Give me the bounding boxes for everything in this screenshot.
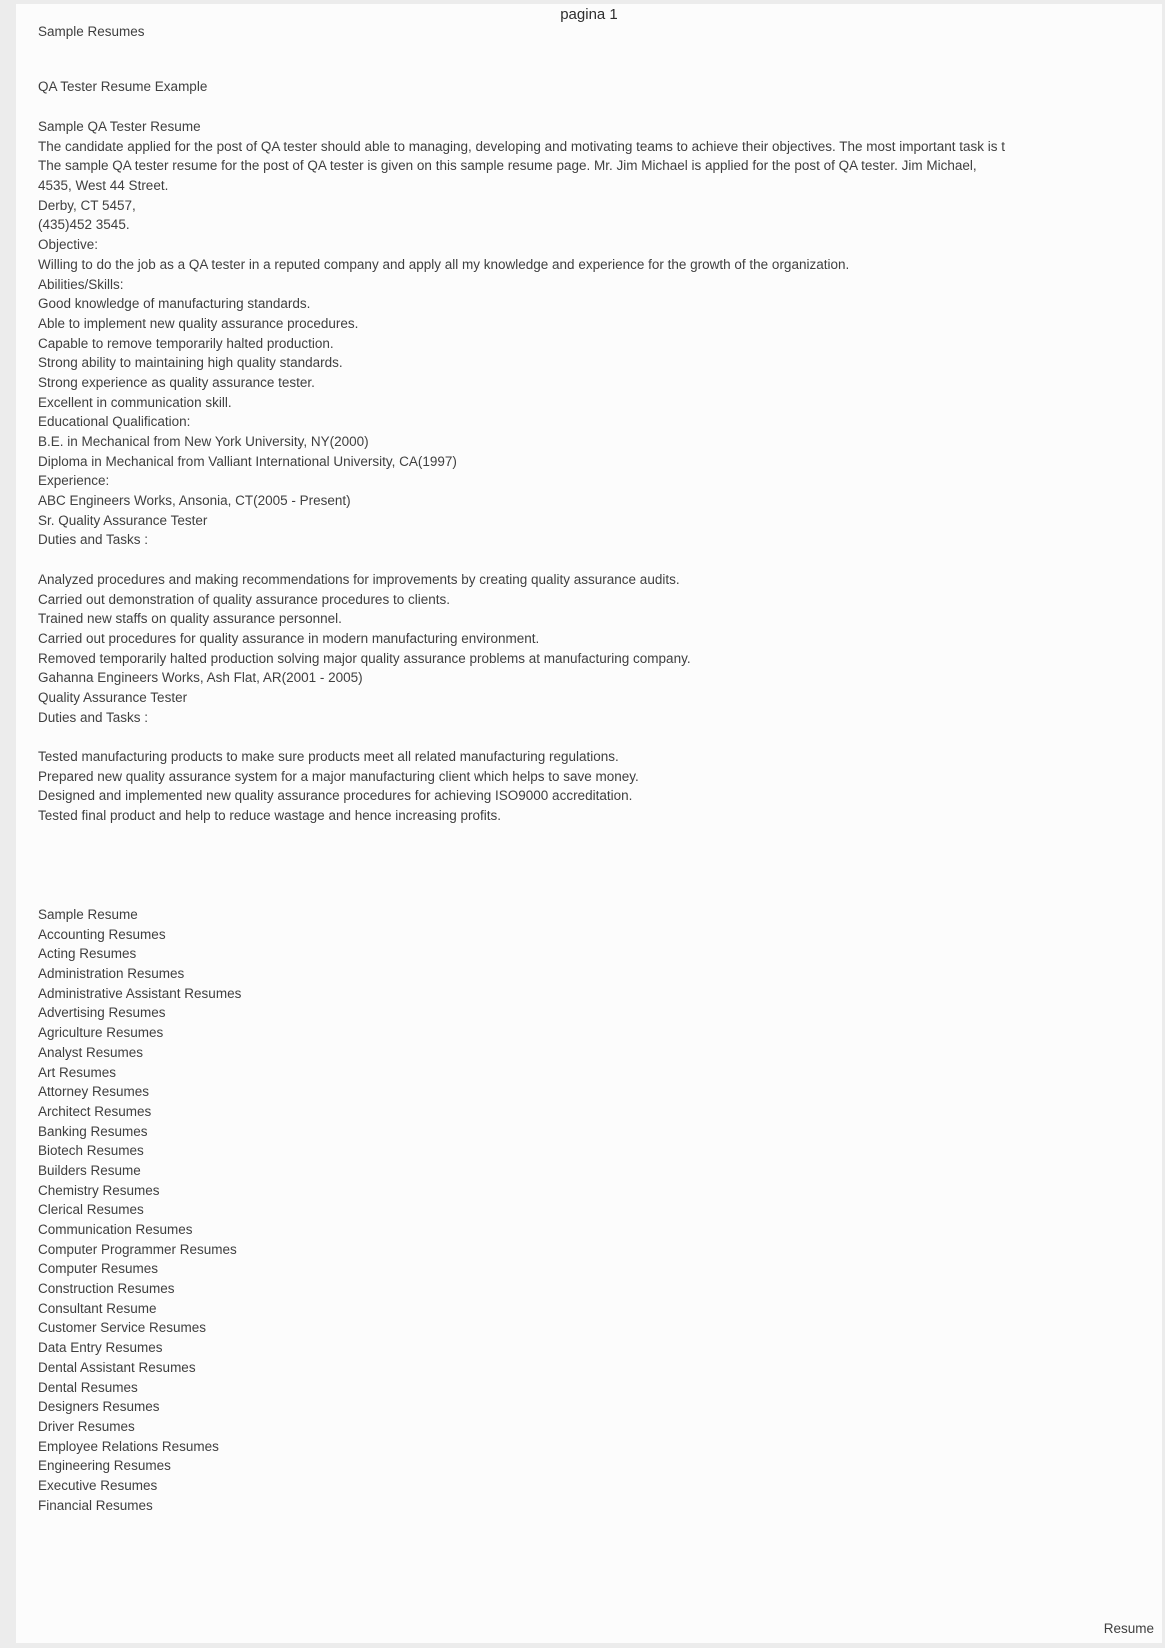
resume-line: Designed and implemented new quality assurance procedures for achieving ISO9000 accreditation. bbox=[38, 788, 633, 804]
resume-line: Derby, CT 5457, bbox=[38, 197, 136, 213]
resume-line: Experience: bbox=[38, 473, 110, 489]
category-item: Art Resumes bbox=[38, 1064, 117, 1080]
resume-line: Diploma in Mechanical from Valliant International University, CA(1997) bbox=[38, 453, 457, 469]
category-item: Dental Assistant Resumes bbox=[38, 1359, 196, 1375]
page-number-label: pagina 1 bbox=[560, 6, 618, 23]
resume-line: Strong experience as quality assurance tester. bbox=[38, 374, 315, 390]
resume-line: Analyzed procedures and making recommendations for improvements by creating quality assurance audits. bbox=[38, 571, 680, 587]
category-item: Biotech Resumes bbox=[38, 1143, 144, 1159]
resume-line: B.E. in Mechanical from New York University, NY(2000) bbox=[38, 434, 369, 449]
resume-line: Gahanna Engineers Works, Ash Flat, AR(2001 - 2005) bbox=[38, 670, 363, 686]
document-page bbox=[16, 4, 1162, 1643]
category-item: Advertising Resumes bbox=[38, 1005, 166, 1021]
resume-line: Trained new staffs on quality assurance personnel. bbox=[38, 611, 342, 627]
page-title: QA Tester Resume Example bbox=[38, 79, 208, 94]
resume-line: Capable to remove temporarily halted production. bbox=[38, 335, 334, 351]
resume-line: Educational Qualification: bbox=[38, 414, 191, 430]
category-item: Sample Resume bbox=[38, 907, 138, 922]
category-item: Customer Service Resumes bbox=[38, 1320, 207, 1336]
category-item: Consultant Resume bbox=[38, 1300, 157, 1316]
category-item: Administrative Assistant Resumes bbox=[38, 985, 242, 1001]
resume-line: Objective: bbox=[38, 237, 99, 253]
category-item: Administration Resumes bbox=[38, 966, 185, 982]
resume-line: Prepared new quality assurance system for a major manufacturing client which helps to save money. bbox=[38, 768, 639, 784]
resume-line: Quality Assurance Tester bbox=[38, 689, 188, 705]
resume-line: Duties and Tasks : bbox=[38, 532, 149, 548]
resume-line: Excellent in communication skill. bbox=[38, 394, 232, 410]
category-item: Employee Relations Resumes bbox=[38, 1438, 219, 1454]
footer-label: Resume bbox=[1103, 1621, 1154, 1636]
category-item: Acting Resumes bbox=[38, 946, 137, 962]
category-item: Accounting Resumes bbox=[38, 926, 166, 942]
category-item: Designers Resumes bbox=[38, 1399, 160, 1415]
category-item: Financial Resumes bbox=[38, 1497, 153, 1513]
resume-line: 4535, West 44 Street. bbox=[38, 178, 169, 194]
resume-line: The sample QA tester resume for the post of QA tester is given on this sample resume page. Mr. Jim Michael is applied for the post of QA tester. Jim Michael, bbox=[38, 158, 977, 174]
category-item: Banking Resumes bbox=[38, 1123, 148, 1139]
resume-line bbox=[38, 550, 1162, 570]
category-item: Builders Resume bbox=[38, 1162, 141, 1178]
category-item: Architect Resumes bbox=[38, 1103, 152, 1119]
resume-line: Abilities/Skills: bbox=[38, 276, 124, 292]
category-item: Computer Programmer Resumes bbox=[38, 1241, 237, 1257]
category-item: Driver Resumes bbox=[38, 1418, 135, 1434]
resume-line: Removed temporarily halted production solving major quality assurance problems at manufacturing company. bbox=[38, 650, 691, 666]
category-item: Computer Resumes bbox=[38, 1261, 159, 1277]
resume-line: Carried out procedures for quality assurance in modern manufacturing environment. bbox=[38, 630, 540, 646]
category-item: Dental Resumes bbox=[38, 1379, 138, 1395]
category-item: Chemistry Resumes bbox=[38, 1182, 160, 1198]
category-item: Construction Resumes bbox=[38, 1281, 175, 1297]
category-item: Clerical Resumes bbox=[38, 1202, 144, 1218]
category-item: Engineering Resumes bbox=[38, 1458, 171, 1474]
site-name: Sample Resumes bbox=[38, 24, 145, 39]
resume-line: Willing to do the job as a QA tester in a reputed company and apply all my knowledge and experience for the growth of the organization. bbox=[38, 256, 850, 272]
resume-line: Sr. Quality Assurance Tester bbox=[38, 512, 208, 528]
resume-line: Tested final product and help to reduce wastage and hence increasing profits. bbox=[38, 808, 502, 824]
resume-line: Good knowledge of manufacturing standards. bbox=[38, 296, 311, 312]
category-item: Communication Resumes bbox=[38, 1222, 193, 1237]
category-item: Agriculture Resumes bbox=[38, 1025, 164, 1041]
category-item: Data Entry Resumes bbox=[38, 1340, 163, 1356]
resume-line: ABC Engineers Works, Ansonia, CT(2005 - Present) bbox=[38, 493, 351, 509]
category-item: Executive Resumes bbox=[38, 1477, 158, 1493]
resume-body bbox=[38, 117, 1162, 826]
resume-line: Duties and Tasks : bbox=[38, 709, 149, 725]
resume-line: Carried out demonstration of quality assurance procedures to clients. bbox=[38, 591, 450, 607]
category-item: Analyst Resumes bbox=[38, 1044, 144, 1060]
resume-line: Tested manufacturing products to make sure products meet all related manufacturing regulations. bbox=[38, 749, 619, 764]
resume-line bbox=[38, 727, 1162, 747]
category-item: Attorney Resumes bbox=[38, 1084, 150, 1100]
resume-line: Sample QA Tester Resume bbox=[38, 119, 201, 134]
resume-line: (435)452 3545. bbox=[38, 217, 130, 233]
resume-line: The candidate applied for the post of QA tester should able to managing, developing and motivating teams to achieve their objectives. The most important task is t bbox=[38, 138, 1006, 154]
category-list bbox=[38, 905, 1162, 1515]
resume-line: Able to implement new quality assurance procedures. bbox=[38, 315, 359, 331]
resume-line: Strong ability to maintaining high quality standards. bbox=[38, 355, 343, 371]
